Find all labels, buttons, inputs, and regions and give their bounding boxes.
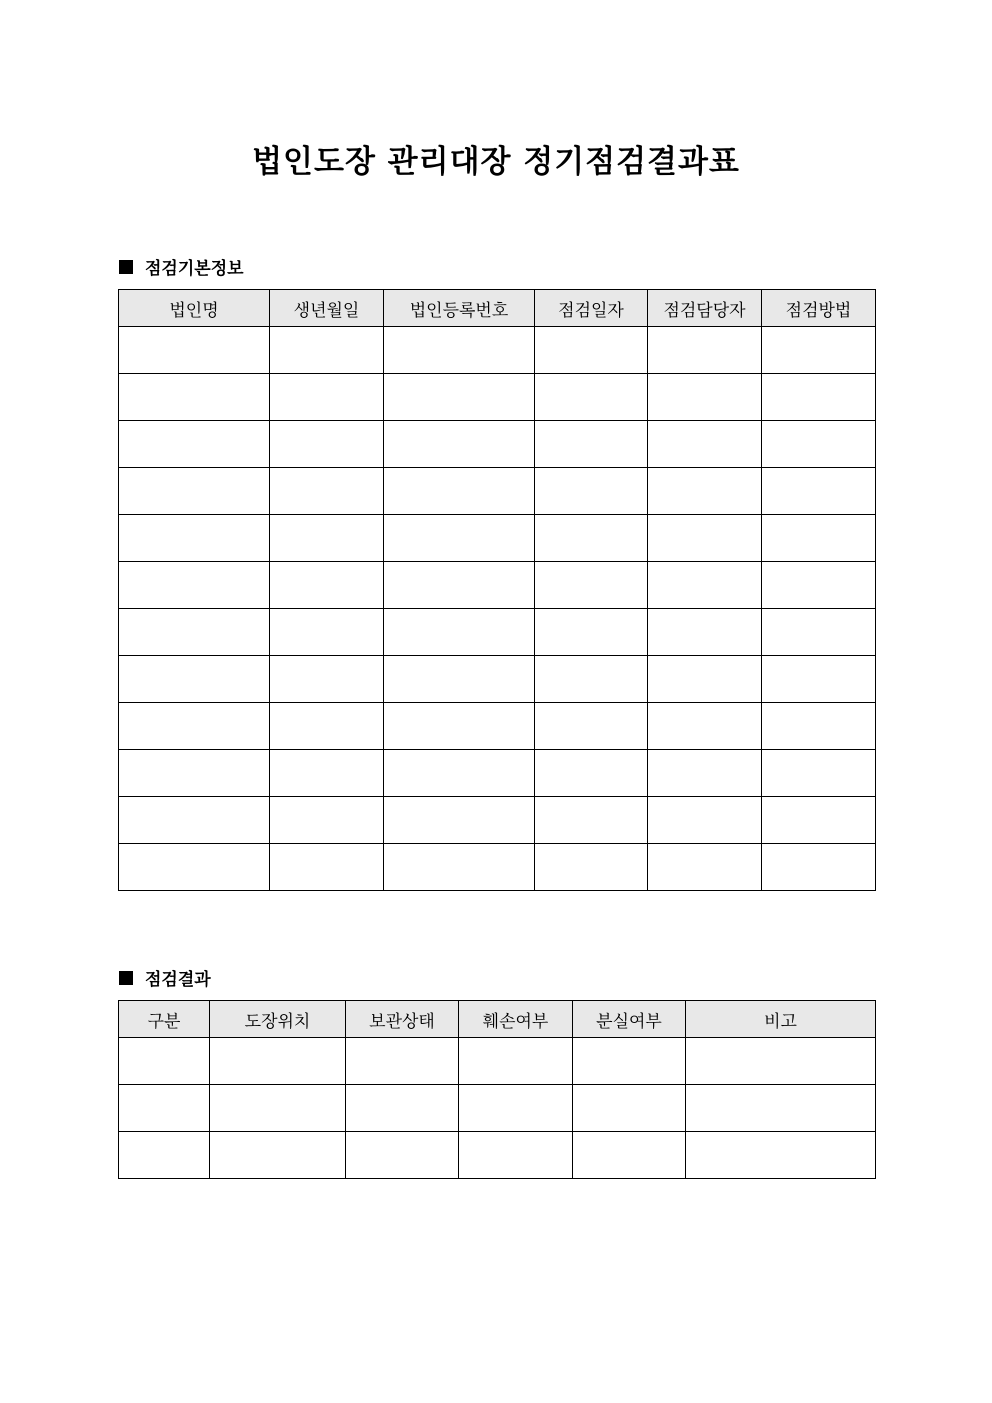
table-cell[interactable] xyxy=(648,468,762,515)
table-cell[interactable] xyxy=(648,656,762,703)
black-square-icon xyxy=(119,260,133,274)
column-header: 훼손여부 xyxy=(459,1001,573,1038)
column-header: 점검담당자 xyxy=(648,290,762,327)
table-cell[interactable] xyxy=(535,844,648,891)
table-cell[interactable] xyxy=(648,562,762,609)
table-row xyxy=(119,327,876,374)
table-row xyxy=(119,1038,876,1085)
column-header: 비고 xyxy=(686,1001,876,1038)
table-cell[interactable] xyxy=(648,750,762,797)
table-cell[interactable] xyxy=(762,703,876,750)
table-cell[interactable] xyxy=(535,327,648,374)
table-cell[interactable] xyxy=(270,750,384,797)
table-cell[interactable] xyxy=(384,703,535,750)
column-header: 법인등록번호 xyxy=(384,290,535,327)
table-cell[interactable] xyxy=(648,609,762,656)
table-cell[interactable] xyxy=(535,750,648,797)
table-cell[interactable] xyxy=(535,797,648,844)
table-cell[interactable] xyxy=(119,844,270,891)
table-cell[interactable] xyxy=(210,1038,346,1085)
table-row xyxy=(119,515,876,562)
table-row xyxy=(119,703,876,750)
table-cell[interactable] xyxy=(119,1132,210,1179)
table-cell[interactable] xyxy=(119,374,270,421)
table-cell[interactable] xyxy=(270,468,384,515)
table-row xyxy=(119,468,876,515)
table-cell[interactable] xyxy=(210,1085,346,1132)
table-cell[interactable] xyxy=(573,1038,686,1085)
table-cell[interactable] xyxy=(346,1085,459,1132)
table-cell[interactable] xyxy=(119,703,270,750)
column-header: 생년월일 xyxy=(270,290,384,327)
table-cell[interactable] xyxy=(346,1038,459,1085)
table-cell[interactable] xyxy=(384,656,535,703)
table-cell[interactable] xyxy=(648,703,762,750)
table-cell[interactable] xyxy=(270,515,384,562)
table-cell[interactable] xyxy=(119,797,270,844)
table-cell[interactable] xyxy=(270,703,384,750)
table-cell[interactable] xyxy=(686,1038,876,1085)
basic-info-table xyxy=(118,289,876,891)
table-cell[interactable] xyxy=(762,656,876,703)
result-header-row xyxy=(119,1001,876,1038)
table-cell[interactable] xyxy=(762,515,876,562)
table-cell[interactable] xyxy=(648,327,762,374)
basic-info-heading xyxy=(119,254,244,279)
table-cell[interactable] xyxy=(762,797,876,844)
table-cell[interactable] xyxy=(119,468,270,515)
table-cell[interactable] xyxy=(210,1132,346,1179)
table-cell[interactable] xyxy=(270,327,384,374)
table-cell[interactable] xyxy=(270,421,384,468)
table-cell[interactable] xyxy=(119,1038,210,1085)
table-row xyxy=(119,609,876,656)
table-cell[interactable] xyxy=(384,515,535,562)
table-cell[interactable] xyxy=(384,327,535,374)
table-cell[interactable] xyxy=(762,844,876,891)
table-cell[interactable] xyxy=(573,1132,686,1179)
table-cell[interactable] xyxy=(270,562,384,609)
table-row xyxy=(119,656,876,703)
table-cell[interactable] xyxy=(459,1038,573,1085)
table-cell[interactable] xyxy=(384,468,535,515)
table-cell[interactable] xyxy=(762,327,876,374)
table-cell[interactable] xyxy=(119,421,270,468)
column-header: 법인명 xyxy=(119,290,270,327)
table-cell[interactable] xyxy=(535,421,648,468)
table-cell[interactable] xyxy=(270,374,384,421)
table-row xyxy=(119,844,876,891)
table-cell[interactable] xyxy=(270,609,384,656)
table-row xyxy=(119,421,876,468)
table-cell[interactable] xyxy=(648,374,762,421)
table-cell[interactable] xyxy=(686,1085,876,1132)
table-cell[interactable] xyxy=(384,609,535,656)
column-header: 구분 xyxy=(119,1001,210,1038)
table-cell[interactable] xyxy=(686,1132,876,1179)
table-cell[interactable] xyxy=(535,515,648,562)
table-cell[interactable] xyxy=(119,562,270,609)
table-cell[interactable] xyxy=(119,1085,210,1132)
table-cell[interactable] xyxy=(648,797,762,844)
table-cell[interactable] xyxy=(119,609,270,656)
table-cell[interactable] xyxy=(384,797,535,844)
result-heading-label: 점검결과 xyxy=(145,970,211,990)
table-cell[interactable] xyxy=(648,421,762,468)
column-header: 분실여부 xyxy=(573,1001,686,1038)
table-cell[interactable] xyxy=(459,1132,573,1179)
black-square-icon xyxy=(119,971,133,985)
table-cell[interactable] xyxy=(762,421,876,468)
column-header: 점검방법 xyxy=(762,290,876,327)
table-cell[interactable] xyxy=(459,1085,573,1132)
table-cell[interactable] xyxy=(384,374,535,421)
table-cell[interactable] xyxy=(384,844,535,891)
table-row xyxy=(119,562,876,609)
table-cell[interactable] xyxy=(573,1085,686,1132)
table-cell[interactable] xyxy=(346,1132,459,1179)
table-cell[interactable] xyxy=(535,703,648,750)
table-cell[interactable] xyxy=(762,609,876,656)
table-cell[interactable] xyxy=(119,327,270,374)
table-cell[interactable] xyxy=(535,609,648,656)
result-heading xyxy=(119,965,211,990)
table-row xyxy=(119,797,876,844)
table-row xyxy=(119,374,876,421)
table-cell[interactable] xyxy=(384,750,535,797)
table-cell[interactable] xyxy=(384,421,535,468)
table-cell[interactable] xyxy=(648,515,762,562)
document-title: 법인도장 관리대장 정기점검결과표 xyxy=(252,144,740,180)
result-table xyxy=(118,1000,876,1179)
table-cell[interactable] xyxy=(535,374,648,421)
table-row xyxy=(119,1132,876,1179)
column-header: 점검일자 xyxy=(535,290,648,327)
table-cell[interactable] xyxy=(762,468,876,515)
table-cell[interactable] xyxy=(535,656,648,703)
table-cell[interactable] xyxy=(762,750,876,797)
table-cell[interactable] xyxy=(119,515,270,562)
table-cell[interactable] xyxy=(648,844,762,891)
column-header: 도장위치 xyxy=(210,1001,346,1038)
table-cell[interactable] xyxy=(535,562,648,609)
table-row xyxy=(119,1085,876,1132)
table-cell[interactable] xyxy=(762,374,876,421)
basic-info-heading-label: 점검기본정보 xyxy=(145,259,244,279)
basic-info-header-row xyxy=(119,290,876,327)
table-cell[interactable] xyxy=(119,656,270,703)
table-cell[interactable] xyxy=(762,562,876,609)
table-row xyxy=(119,750,876,797)
column-header: 보관상태 xyxy=(346,1001,459,1038)
table-cell[interactable] xyxy=(270,844,384,891)
table-cell[interactable] xyxy=(119,750,270,797)
table-cell[interactable] xyxy=(270,797,384,844)
table-cell[interactable] xyxy=(535,468,648,515)
table-cell[interactable] xyxy=(270,656,384,703)
table-cell[interactable] xyxy=(384,562,535,609)
